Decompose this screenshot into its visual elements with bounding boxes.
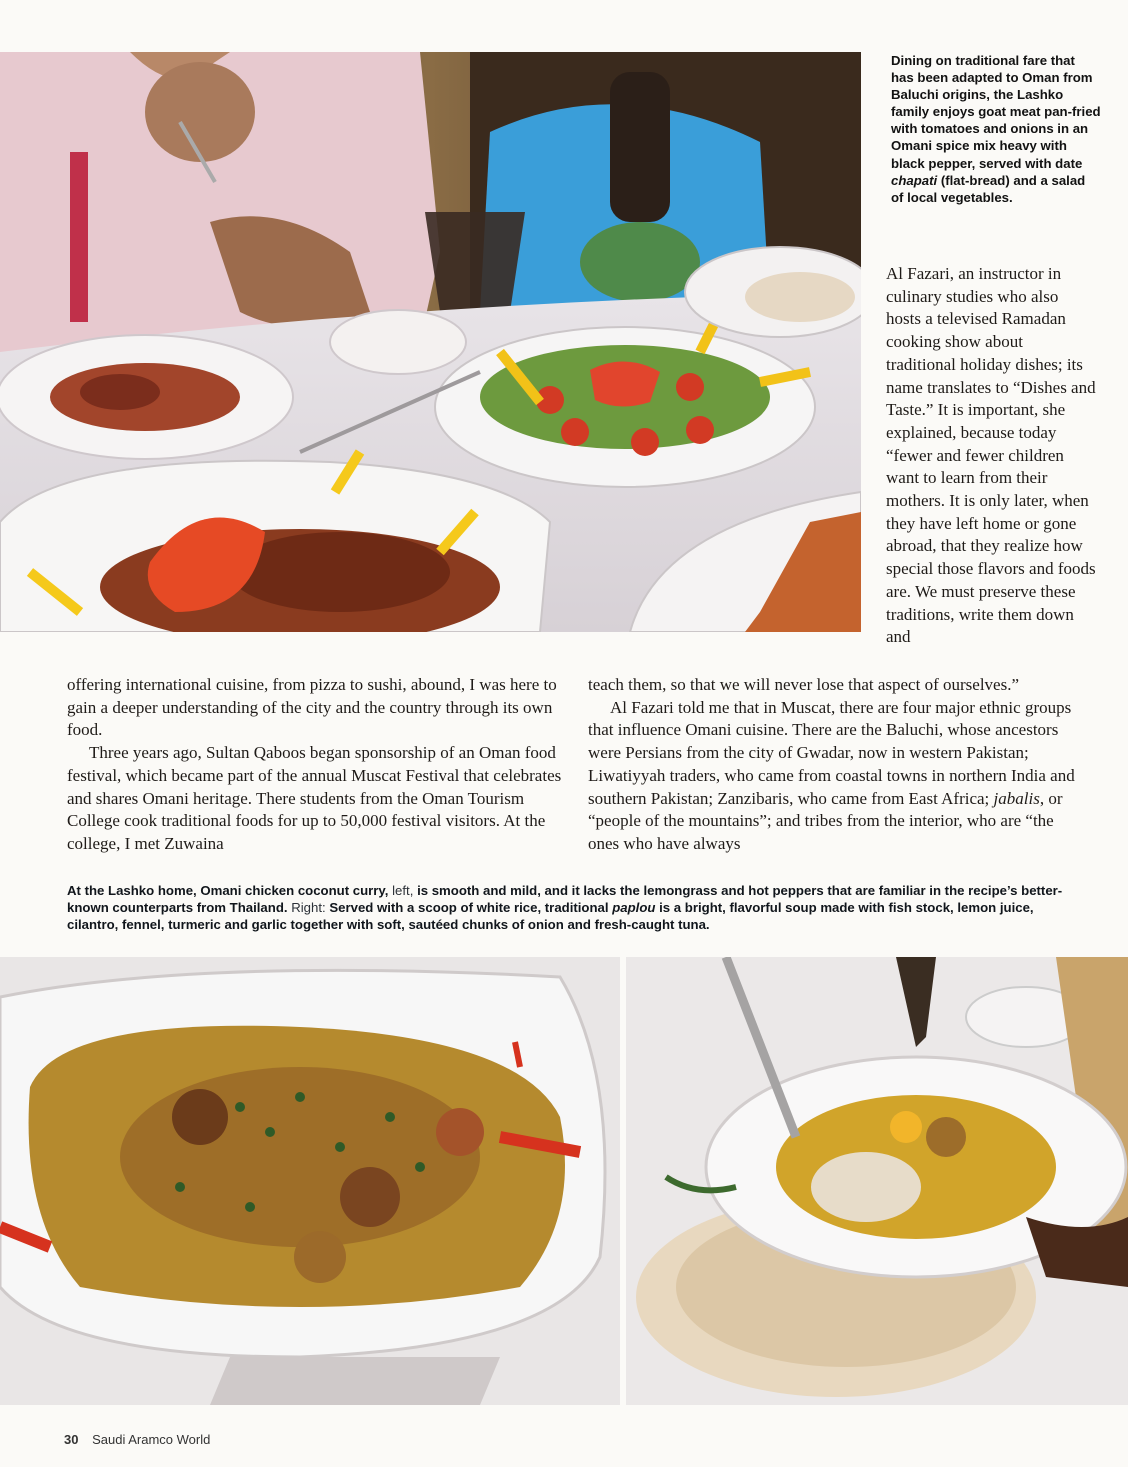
left-column: [67, 674, 562, 856]
photo-caption-bottom: [67, 882, 1077, 934]
paragraph: Three years ago, Sultan Qaboos began sponsorship of an Oman food festival, which became part of the annual Muscat Festival that celebrates and shares Omani heritage. There students from the Oman Tourism College cook traditional foods for up to 50,000 festival visitors. At the college, I met Zuwaina: [67, 743, 562, 853]
paragraph: teach them, so that we will never lose that aspect of ourselves.”: [588, 675, 1019, 694]
caption-direction: Right:: [291, 900, 326, 916]
caption-bold: Served with a scoop of white rice, traditional: [329, 900, 609, 916]
text-run: Al Fazari told me that in Muscat, there are four major ethnic groups that influence Omani cuisine. There are the Baluchi, whose ancestors were Persians from the city of Gwadar, now in western Pakistan; Liwatiyyah traders, who came from coastal towns in northern India and southern Pakistan; Zanzibaris, who came from East Africa;: [588, 697, 1075, 808]
paragraph: [588, 697, 1088, 856]
right-column: [588, 674, 1088, 856]
page-footer: [64, 1432, 210, 1447]
page-number: 30: [64, 1432, 79, 1447]
caption-text: Dining on traditional fare that has been adapted to Oman from Baluchi origins, the Lashko family enjoys goat meat pan-fried with tomatoes and onions in an Omani spice mix heavy with black pepper, served with date: [891, 53, 1101, 171]
paplou-soup-photo: [626, 957, 1128, 1405]
caption-text: (flat-bread) and a salad of local vegetables.: [891, 172, 1086, 205]
family-dining-photo: [0, 52, 861, 632]
italic-term: jabalis: [993, 788, 1040, 808]
caption-bold: At the Lashko home, Omani chicken coconut curry,: [67, 883, 389, 898]
paragraph: Al Fazari, an instructor in culinary studies who also hosts a televised Ramadan cooking show about traditional holiday dishes; its name translates to “Dishes and Taste.” It is important, she explained, because today “fewer and fewer children want to learn from their mothers. It is only later, when they have left home or gone abroad, that they realize how special those flavors and foods are. We must preserve these traditions, write them down and: [886, 264, 1096, 647]
text-run: , or “people of the mountains”; and tribes from the interior, who are “the ones who have always: [588, 788, 1063, 853]
publication-name: Saudi Aramco World: [92, 1432, 211, 1447]
caption-direction: left,: [392, 883, 414, 898]
paragraph: offering international cuisine, from pizza to sushi, abound, I was here to gain a deeper understanding of the city and the country through its own food.: [67, 675, 557, 740]
coconut-curry-photo: [0, 957, 620, 1405]
caption-italic-term: chapati: [891, 172, 938, 188]
caption-italic-term: paplou: [612, 900, 656, 916]
photo-caption-side: [891, 52, 1101, 206]
caption-bold: is smooth and mild, and it lacks the lemongrass and hot peppers that are familiar in the recipe’s better-known counterparts from Thailand.: [67, 883, 1063, 916]
side-column-text: [886, 263, 1096, 649]
caption-bold: is a bright, flavorful soup made with fish stock, lemon juice, cilantro, fennel, turmeric and garlic together with soft, sautéed chunks of onion and fresh-caught tuna.: [67, 900, 1034, 933]
